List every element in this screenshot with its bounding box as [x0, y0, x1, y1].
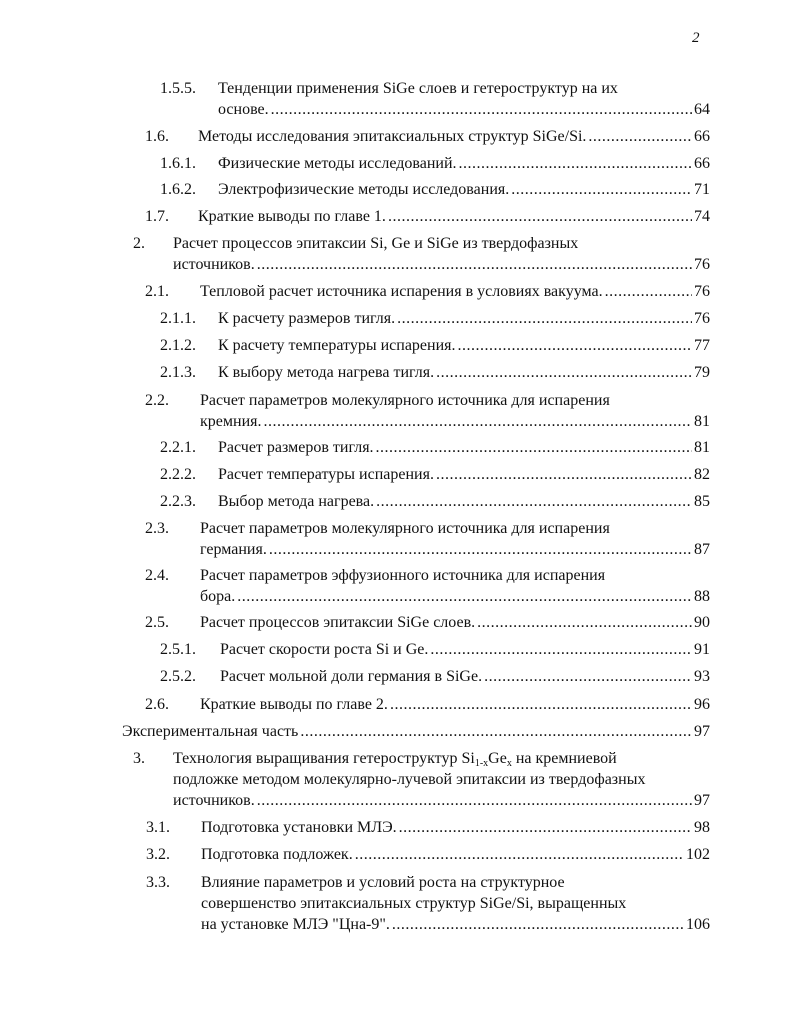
toc-entry-title-line: Расчет параметров молекулярного источника для испарения	[200, 392, 610, 409]
toc-entry-title: Подготовка подложек.	[201, 846, 353, 863]
toc-page-number: 66	[694, 128, 710, 145]
toc-page-number: 74	[694, 208, 710, 225]
toc-entry-title: Выбор метода нагрева.	[218, 493, 375, 510]
toc-page-number: 96	[694, 696, 710, 713]
toc-leader-dots	[388, 206, 692, 227]
toc-entry-title: бора.	[200, 588, 236, 605]
toc-leader-dots	[263, 411, 692, 432]
toc-entry-title: Подготовка установки МЛЭ.	[201, 819, 397, 836]
toc-page-number: 97	[694, 792, 710, 809]
toc-page-number: 90	[694, 614, 710, 631]
toc-entry-title: источников.	[173, 792, 255, 809]
toc-entry-title-line: Расчет параметров молекулярного источника для испарения	[200, 520, 610, 537]
toc-entry-title-line: Расчет процессов эпитаксии Si, Ge и SiGe из твердофазных	[173, 235, 579, 252]
toc-leader-dots	[392, 914, 684, 935]
toc-entry-number: 2.2.	[145, 392, 169, 409]
toc-leader-dots	[511, 179, 692, 200]
toc-leader-dots	[399, 817, 692, 838]
toc-leader-dots	[269, 539, 692, 560]
toc-entry-title-line: Расчет параметров эффузионного источника для испарения	[200, 567, 606, 584]
toc-page-number: 82	[694, 466, 710, 483]
toc-page-number: 77	[694, 337, 710, 354]
toc-page-number: 87	[694, 541, 710, 558]
toc-entry-title: Расчет температуры испарения.	[218, 466, 434, 483]
toc-entry-number: 3.1.	[146, 819, 170, 836]
toc-leader-dots	[257, 254, 692, 275]
toc-leader-dots	[237, 586, 692, 607]
toc-page-number: 79	[694, 364, 710, 381]
toc-entry-number: 2.5.	[145, 614, 169, 631]
toc-entry-title: Экспериментальная часть	[122, 723, 299, 740]
toc-leader-dots	[588, 126, 692, 147]
toc-leader-dots	[376, 437, 692, 458]
toc-leader-dots	[257, 790, 692, 811]
toc-leader-dots	[477, 612, 692, 633]
toc-entry-title: Электрофизические методы исследования.	[218, 181, 510, 198]
toc-page-number: 76	[694, 256, 710, 273]
toc-entry-number: 1.5.5.	[160, 80, 196, 97]
toc-entry-title: Расчет размеров тигля.	[218, 439, 374, 456]
toc-leader-dots	[436, 464, 692, 485]
toc-entry-number: 1.6.2.	[160, 181, 196, 198]
toc-entry-title: Краткие выводы по главе 2.	[200, 696, 388, 713]
toc-entry-number: 2.3.	[145, 520, 169, 537]
toc-entry-title-line: Технология выращивания гетероструктур $Si_{1-x}Ge_x$ на кремниевой	[173, 750, 617, 769]
toc-leader-dots	[397, 308, 692, 329]
toc-leader-dots	[390, 694, 692, 715]
toc-entry-number: 2.1.1.	[160, 310, 196, 327]
toc-leader-dots	[376, 491, 692, 512]
toc-entry-number: 3.2.	[146, 846, 170, 863]
toc-page-number: 97	[694, 723, 710, 740]
toc-leader-dots	[271, 99, 692, 120]
toc-entry-title: источников.	[173, 256, 255, 273]
toc-entry-number: 2.1.	[145, 283, 169, 300]
toc-entry-number: 2.2.3.	[160, 493, 196, 510]
toc-entry-title: Краткие выводы по главе 1.	[198, 208, 386, 225]
toc-entry-title: Расчет процессов эпитаксии SiGe слоев.	[200, 614, 476, 631]
toc-entry-number: 2.2.1.	[160, 439, 196, 456]
toc-entry-title-line: подложке методом молекулярно-лучевой эпитаксии из твердофазных	[173, 771, 646, 788]
toc-entry-number: 2.1.2.	[160, 337, 196, 354]
toc-entry-title: Физические методы исследований.	[218, 155, 457, 172]
toc-page-number: 85	[694, 493, 710, 510]
toc-leader-dots	[605, 281, 692, 302]
toc-entry-title: К расчету температуры испарения.	[218, 337, 456, 354]
toc-entry-title: Тепловой расчет источника испарения в условиях вакуума.	[200, 283, 603, 300]
toc-page-number: 106	[686, 916, 710, 933]
toc-page-number: 91	[694, 641, 710, 658]
toc-entry-title: Расчет скорости роста Si и Ge.	[220, 641, 429, 658]
toc-leader-dots	[436, 362, 692, 383]
toc-leader-dots	[458, 335, 693, 356]
toc-entry-title: К выбору метода нагрева тигля.	[218, 364, 435, 381]
toc-page-number: 93	[694, 668, 710, 685]
toc-entry-title-line: совершенство эпитаксиальных структур SiGe/Si, выращенных	[201, 895, 627, 912]
toc-entry-title: Расчет мольной доли германия в SiGe.	[220, 668, 483, 685]
toc-entry-number: 3.3.	[146, 874, 170, 891]
toc-page-number: 102	[686, 846, 710, 863]
toc-page-number: 66	[694, 155, 710, 172]
toc-entry-number: 2.1.3.	[160, 364, 196, 381]
toc-entry-title: Методы исследования эпитаксиальных структур SiGe/Si.	[198, 128, 587, 145]
toc-leader-dots	[355, 844, 684, 865]
toc-page-number: 81	[694, 439, 710, 456]
toc-entry-title-line: Тенденции применения SiGe слоев и гетероструктур на их	[218, 80, 618, 97]
toc-leader-dots	[484, 666, 692, 687]
toc-page-number: 98	[694, 819, 710, 836]
toc-entry-number: 1.6.	[145, 128, 169, 145]
toc-leader-dots	[300, 721, 692, 742]
toc-page-number: 64	[694, 101, 710, 118]
toc-entry-number: 2.4.	[145, 567, 169, 584]
toc-entry-number: 2.2.2.	[160, 466, 196, 483]
toc-entry-number: 2.	[133, 235, 145, 252]
toc-entry-title-line: Влияние параметров и условий роста на структурное	[201, 874, 565, 891]
toc-leader-dots	[459, 153, 692, 174]
toc-entry-title: кремния.	[200, 413, 262, 430]
toc-page-number: 71	[694, 181, 710, 198]
toc-entry-title: германия.	[200, 541, 267, 558]
toc-entry-title: К расчету размеров тигля.	[218, 310, 396, 327]
toc-entry-title: основе.	[218, 101, 269, 118]
toc-entry-number: 1.6.1.	[160, 155, 196, 172]
toc-entry-number: 2.5.1.	[160, 641, 196, 658]
toc-entry-number: 2.5.2.	[160, 668, 196, 685]
toc-entry-number: 3.	[133, 750, 145, 767]
toc-entry-number: 1.7.	[145, 208, 169, 225]
page-number: 2	[692, 30, 700, 46]
toc-page-number: 88	[694, 588, 710, 605]
toc-page-number: 81	[694, 413, 710, 430]
toc-page-number: 76	[694, 283, 710, 300]
toc-entry-title: на установке МЛЭ "Цна-9".	[201, 916, 390, 933]
toc-leader-dots	[430, 639, 692, 660]
toc-entry-number: 2.6.	[145, 696, 169, 713]
toc-page-number: 76	[694, 310, 710, 327]
